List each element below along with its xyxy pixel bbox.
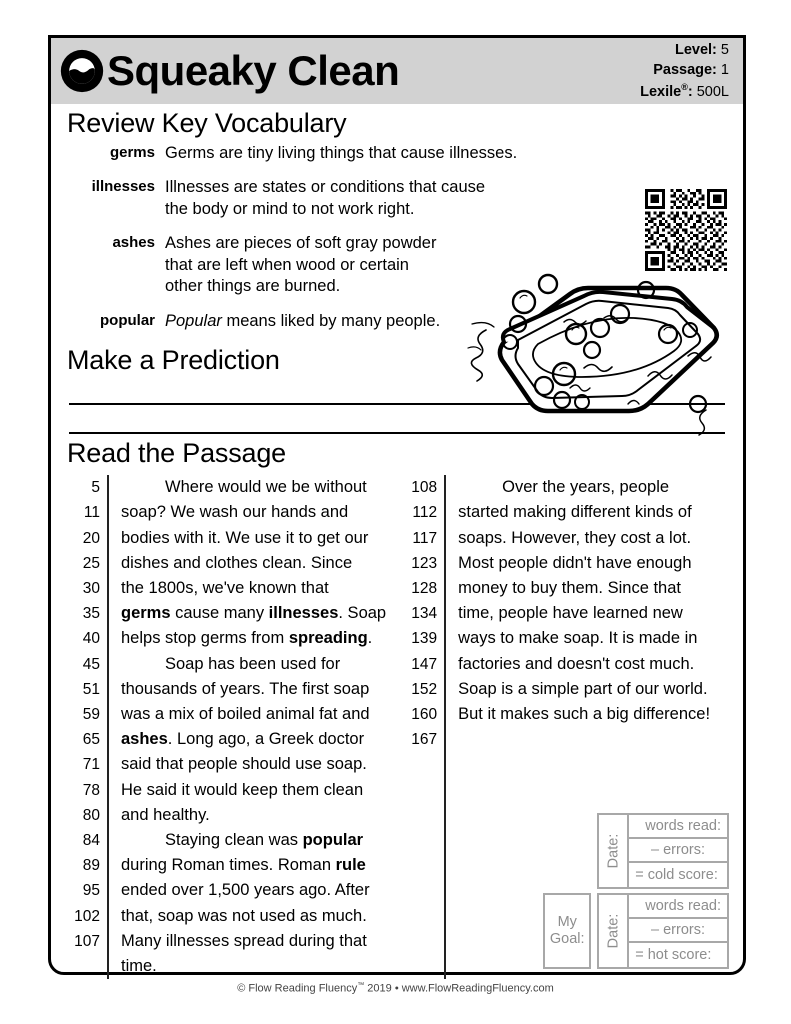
- vocabulary-list: [65, 143, 729, 332]
- line-number: 51: [82, 680, 100, 698]
- line-number: 11: [83, 504, 100, 522]
- line-number: 134: [411, 605, 438, 623]
- lexile-value: 500L: [696, 83, 729, 100]
- passage-line: Soap is a simple part of our world.: [458, 679, 708, 698]
- cold-score-table: [597, 813, 729, 889]
- copyright-text: © Flow Reading Fluency: [237, 982, 358, 995]
- errors-row[interactable]: – errors:: [629, 919, 727, 943]
- definition-italic-lead: Popular: [165, 311, 222, 330]
- my-goal-box[interactable]: [543, 893, 591, 969]
- cold-score-rows: [629, 815, 727, 887]
- passage-line: said that people should use soap.: [121, 755, 367, 774]
- date-label: Date:: [605, 833, 622, 869]
- line-number: 102: [74, 907, 100, 925]
- line-number: 107: [74, 932, 100, 950]
- level-value: 5: [720, 41, 729, 58]
- line-number: 160: [411, 706, 438, 724]
- passage-line: factories and doesn't cost much.: [458, 654, 695, 673]
- line-number: 20: [82, 529, 100, 547]
- vocabulary-term: illnesses: [91, 178, 155, 196]
- line-number: 30: [82, 580, 100, 598]
- errors-row[interactable]: – errors:: [629, 839, 727, 863]
- passage-line: Staying clean was popular: [165, 831, 364, 850]
- passage-line: Where would we be without: [165, 478, 367, 497]
- line-number: 95: [82, 882, 100, 900]
- line-number: 152: [411, 680, 438, 698]
- line-number: 112: [412, 504, 438, 522]
- goal-label-line1: My: [557, 914, 577, 931]
- passage-line: soaps. However, they cost a lot.: [458, 528, 692, 547]
- hot-score-group: [469, 893, 729, 969]
- line-number: 123: [411, 554, 438, 572]
- cold-score-group: [469, 813, 729, 889]
- words-read-row[interactable]: words read:: [629, 815, 727, 839]
- vocabulary-definition: [165, 233, 436, 297]
- passage-line: Most people didn't have enough: [458, 553, 692, 572]
- line-number: 78: [82, 781, 100, 799]
- vocabulary-term: popular: [100, 311, 155, 329]
- line-number: 128: [411, 580, 438, 598]
- prediction-heading: Make a Prediction: [67, 345, 280, 376]
- definition-line: the body or mind to not work right.: [165, 199, 415, 218]
- date-cell[interactable]: [599, 895, 629, 967]
- passage-row: [640, 60, 729, 81]
- definition-line: Germs are tiny living things that cause illnesses.: [165, 144, 518, 163]
- score-tracking-area: [469, 813, 729, 969]
- cold-score-row[interactable]: = cold score:: [635, 867, 718, 884]
- vocabulary-definition: [165, 177, 485, 220]
- passage-line: soap? We wash our hands and: [121, 503, 349, 522]
- passage-line: the 1800s, we've known that: [121, 579, 329, 598]
- passage-line: that, soap was not used as much.: [121, 906, 367, 925]
- vocabulary-term: germs: [109, 144, 155, 162]
- passage-line: Many illnesses spread during that: [121, 931, 367, 950]
- passage-value: 1: [720, 62, 729, 79]
- passage-line: dishes and clothes clean. Since: [121, 553, 353, 572]
- worksheet-page: [48, 35, 746, 975]
- line-number: 45: [82, 655, 100, 673]
- passage-line: ended over 1,500 years ago. After: [121, 881, 370, 900]
- goal-spacer: [543, 813, 597, 889]
- passage-line-blank: [458, 727, 710, 752]
- words-read-row[interactable]: words read:: [629, 895, 727, 919]
- passage-line: ways to make soap. It is made in: [458, 629, 698, 648]
- line-number: 40: [82, 630, 100, 648]
- lexile-label: Lexile: [640, 83, 682, 100]
- passage-line: bodies with it. We use it to get our: [121, 528, 369, 547]
- line-number: 25: [82, 554, 100, 572]
- passage-line: ashes. Long ago, a Greek doctor: [121, 730, 365, 749]
- page-title: Squeaky Clean: [107, 47, 400, 94]
- passage-line: thousands of years. The first soap: [121, 679, 370, 698]
- lexile-row: [640, 81, 729, 102]
- passage-line: But it makes such a big difference!: [458, 705, 711, 724]
- passage-line: He said it would keep them clean: [121, 780, 364, 799]
- passage-line: during Roman times. Roman rule: [121, 856, 366, 875]
- line-number: 89: [82, 857, 100, 875]
- line-number: 139: [411, 630, 438, 648]
- passage-line: money to buy them. Since that: [458, 579, 681, 598]
- date-label: Date:: [605, 913, 622, 949]
- footer-site: 2019 • www.FlowReadingFluency.com: [364, 982, 554, 995]
- passage-heading: Read the Passage: [67, 438, 286, 469]
- line-number: 147: [411, 655, 438, 673]
- trademark-mark: ™: [357, 982, 365, 989]
- vocabulary-item: [65, 143, 729, 164]
- goal-label-line2: Goal:: [549, 931, 585, 948]
- vocabulary-item: [65, 233, 729, 297]
- lexile-colon: :: [687, 83, 693, 100]
- word-count-numbers: [73, 475, 107, 979]
- passage-metadata: [640, 40, 733, 103]
- qr-code-icon: [645, 189, 727, 271]
- line-number: 167: [411, 731, 438, 749]
- vocabulary-term: ashes: [112, 234, 155, 252]
- hot-score-row[interactable]: = hot score:: [635, 947, 712, 964]
- vocabulary-heading: Review Key Vocabulary: [67, 108, 347, 138]
- passage-label: Passage:: [653, 62, 717, 79]
- word-count-numbers: [410, 475, 444, 979]
- passage-line: started making different kinds of: [458, 503, 692, 522]
- line-number: 80: [82, 806, 100, 824]
- page-footer: [0, 982, 791, 995]
- definition-line: means liked by many people.: [221, 311, 441, 330]
- soap-drop-circle-icon: [59, 48, 105, 94]
- passage-line: Over the years, people: [502, 478, 670, 497]
- passage-text-left: [111, 475, 386, 979]
- line-number: 59: [82, 706, 100, 724]
- date-cell[interactable]: [599, 815, 629, 887]
- vocabulary-definition: [165, 311, 440, 332]
- title-group: [59, 48, 399, 94]
- hot-score-table: [597, 893, 729, 969]
- level-label: Level:: [674, 41, 717, 58]
- line-number: 71: [82, 756, 100, 774]
- passage-line: was a mix of boiled animal fat and: [121, 705, 370, 724]
- passage-line: time, people have learned new: [458, 604, 683, 623]
- passage-line: Soap has been used for: [165, 654, 341, 673]
- line-number: 117: [412, 529, 438, 547]
- vocabulary-item: [65, 311, 729, 332]
- passage-line: germs cause many illnesses. Soap: [121, 604, 387, 623]
- line-number: 84: [82, 832, 100, 850]
- passage-line: time.: [121, 957, 157, 976]
- level-row: [640, 40, 729, 61]
- definition-line: Illnesses are states or conditions that cause: [165, 178, 486, 197]
- line-number: 5: [91, 479, 100, 497]
- vocabulary-item: [65, 177, 729, 220]
- registered-mark: ®: [681, 81, 688, 92]
- passage-line: and healthy.: [121, 805, 210, 824]
- passage-column-left: [73, 475, 386, 979]
- definition-line: that are left when wood or certain: [165, 255, 409, 274]
- worksheet-body: [51, 108, 743, 979]
- line-number: 65: [82, 731, 100, 749]
- definition-line: other things are burned.: [165, 277, 341, 296]
- worksheet-header: [51, 38, 743, 104]
- hot-score-rows: [629, 895, 727, 967]
- line-number: 35: [82, 605, 100, 623]
- definition-line: Ashes are pieces of soft gray powder: [165, 234, 437, 253]
- passage-line: helps stop germs from spreading.: [121, 629, 373, 648]
- line-number: 108: [411, 479, 438, 497]
- vocabulary-definition: [165, 143, 517, 164]
